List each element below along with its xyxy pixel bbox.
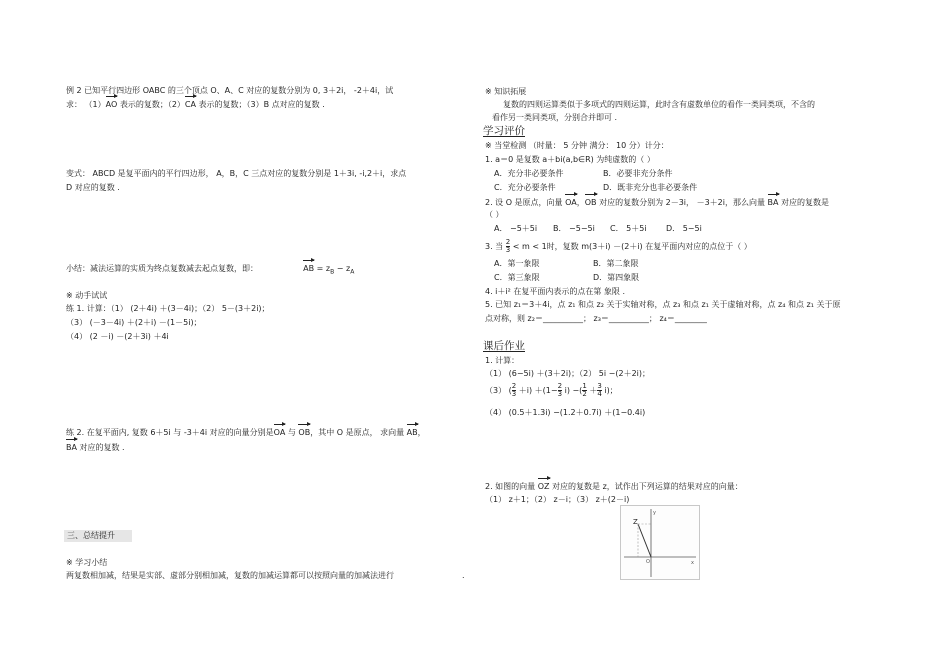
subscript-a: A [350,268,355,276]
q3-option-b: B．第二象限 [593,259,639,268]
practice1-line1: 练 1. 计算：（1） (2＋4i) ＋(3－4i)；（2） 5－(3＋2i)； [66,304,270,313]
q3-option-d: D．第四象限 [593,273,640,282]
hw2-line2: （1） z＋1；（2） z－i；（3） z＋(2－i) [485,495,630,504]
hw-fraction-2-num: 2 [557,382,563,390]
q3-post: < m < 1时，复数 m(3＋i) －(2＋i) 在复平面内对应的点位于（ ） [512,242,752,251]
hw1-3-c: ＋ [586,386,598,395]
q3-numerator: 2 [505,238,511,246]
practice-heading: ※ 动手试试 [66,291,108,300]
vector-CA: CA [184,100,196,109]
label-x: x [691,560,694,566]
section3-bar: 三、总结提升 [64,530,132,542]
practice2-comma: ， [417,428,426,437]
hw2-post: 对应的复数是 z，试作出下列运算的结果对应的向量： [549,482,743,491]
q2-option-d: D． 5−5i [666,224,702,233]
q3-line [485,239,752,254]
q5-line2: 点对称，则 z₂＝__________； z₃＝__________； z₄＝________ [485,314,707,323]
q4: 4. i＋i² 在复平面内表示的点在第 象限 . [485,287,625,296]
hw1-1: （1） (6−5i) ＋(3＋2i)；（2） 5i −(2＋2i)； [485,369,651,378]
q1: 1. a＝0 是复数 a＋bi(a,b∈R) 为纯虚数的（ ） [485,155,655,164]
q2-option-a: A． −5＋5i [494,224,538,233]
q3-option-c: C．第三象限 [494,273,540,282]
section3-dot: . [462,571,465,580]
vector-OB: OB [298,428,311,437]
expand-line1: 复数的四则运算类似于多项式的四则运算，此时含有虚数单位的看作一类同类项，不含的 [503,100,815,109]
hw-fraction-2-den: 3 [557,390,563,398]
hw1-3-a: ＋i) ＋(1− [516,386,558,395]
practice2-and: 与 [285,428,299,437]
hw-fraction-1-num: 2 [511,382,517,390]
practice2-line1 [66,427,426,438]
variant-line1: 变式： ABCD 是复平面内的平行四边形， A，B，C 三点对应的复数分别是 1＋3i, -i,2＋i，求点 [66,169,407,178]
hw-fraction-1-den: 3 [511,390,517,398]
complex-plane-figure [620,505,700,580]
homework-title: 课后作业 [483,340,525,352]
q2-line2: （ ） [485,210,504,219]
vector-OA-q2: OA [565,198,577,207]
q2-comma: ， [576,198,585,207]
practice2-mid: ，其中 O 是原点， 求向量 [310,428,407,437]
hw2-pre: 2. 如图的向量 [485,482,538,491]
practice2-pre: 练 2. 在复平面内, 复数 6＋5i 与 -3＋4i 对应的向量分别是 [66,428,274,437]
q2-post: 对应的复数是 [778,198,830,207]
expand-heading: ※ 知识拓展 [485,87,527,96]
vector-BA: BA [66,443,77,452]
q2-line1 [485,197,829,208]
ex2-line2-post: 表示的复数；（3）B 点对应的复数 . [195,100,325,109]
vector-AO: AO [105,100,118,109]
q3-denominator: 3 [505,246,511,254]
q3-option-a: A．第一象限 [494,259,540,268]
q2-pre: 2. 设 O 是原点，向量 [485,198,566,207]
vector-AB-2: AB [406,428,418,437]
practice1-line2: （3） (－3－4i) ＋(2＋i) －(1－5i)； [66,318,202,327]
label-z: Z [633,518,638,526]
hw1-3-b: i) −( [562,386,583,395]
label-o: O [646,559,650,565]
hw-fraction-4-den: 4 [597,390,602,398]
variant-line2: D 对应的复数 . [66,183,120,192]
vector-OB-q2: OB [584,198,597,207]
hw1-3 [485,383,618,398]
hw1: 1. 计算： [485,356,520,365]
q3-fraction [506,239,510,254]
vector-OZ: OZ [537,482,550,491]
section3-text: 两复数相加减，结果是实部、虚部分别相加减，复数的加减运算都可以按照向量的加减法进行 [66,571,394,580]
practice1-line3: （4） (2 －i) －(2＋3i) ＋4i [66,332,169,341]
q2-option-b: B． −5−5i [553,224,595,233]
q5-line1: 5. 已知 z₁＝3＋4i，点 z₁ 和点 z₂ 关于实轴对称，点 z₃ 和点 z₁ 关于虚轴对称，点 z₄ 和点 z₁ 关于原 [485,300,841,309]
eval-check: ※ 当堂检测 （时量： 5 分钟 满分： 10 分）计分： [485,141,669,150]
vector-OA: OA [273,428,286,437]
summary-line [66,263,354,278]
figure-frame [621,506,700,580]
ex2-line2 [66,99,325,110]
expand-line2: 看作另一类同类项，分别合并即可 . [492,113,618,122]
hw-fraction-3-num: 1 [582,382,587,390]
summary-text: 小结：减法运算的实质为终点复数减去起点复数，即： [66,264,258,273]
q1-option-a: A．充分非必要条件 [494,169,564,178]
q2-mid: 对应的复数分别为 2－3i， －3＋2i，那么向量 [596,198,768,207]
practice2-post: 对应的复数 . [76,443,125,452]
ex2-line2-mid: 表示的复数；（2） [117,100,185,109]
q2-option-c: C． 5＋5i [610,224,647,233]
summary-formula-a: = z [314,264,331,273]
q1-option-d: D．既非充分也非必要条件 [603,183,698,192]
hw2-line1 [485,481,743,492]
ex2-line2-pre: 求： （1） [66,100,106,109]
hw-fraction-3-den: 2 [582,390,587,398]
hw1-3-pre: （3） ( [485,386,512,395]
practice2-line2 [66,442,125,453]
summary-formula-b: − z [334,264,351,273]
q3-pre: 3. 当 [485,242,504,251]
hw1-4: （4） (0.5＋1.3i) −(1.2＋0.7i) ＋(1−0.4i) [485,408,646,417]
vector-BA-q2: BA [767,198,779,207]
label-y: y [653,510,656,516]
section3-heading: ※ 学习小结 [66,558,108,567]
ex2-line1: 例 2 已知平行四边形 OABC 的三个顶点 O、A、C 对应的复数分别为 0, 3＋2i， -2＋4i，试 [66,86,394,95]
vector-AB: AB [303,264,315,273]
hw-fraction-4-num: 3 [597,382,602,390]
hw1-3-d: i)； [601,386,618,395]
q1-option-c: C．充分必要条件 [494,183,556,192]
eval-title: 学习评价 [483,125,525,137]
q1-option-b: B．必要非充分条件 [603,169,673,178]
subscript-b: B [330,268,335,276]
